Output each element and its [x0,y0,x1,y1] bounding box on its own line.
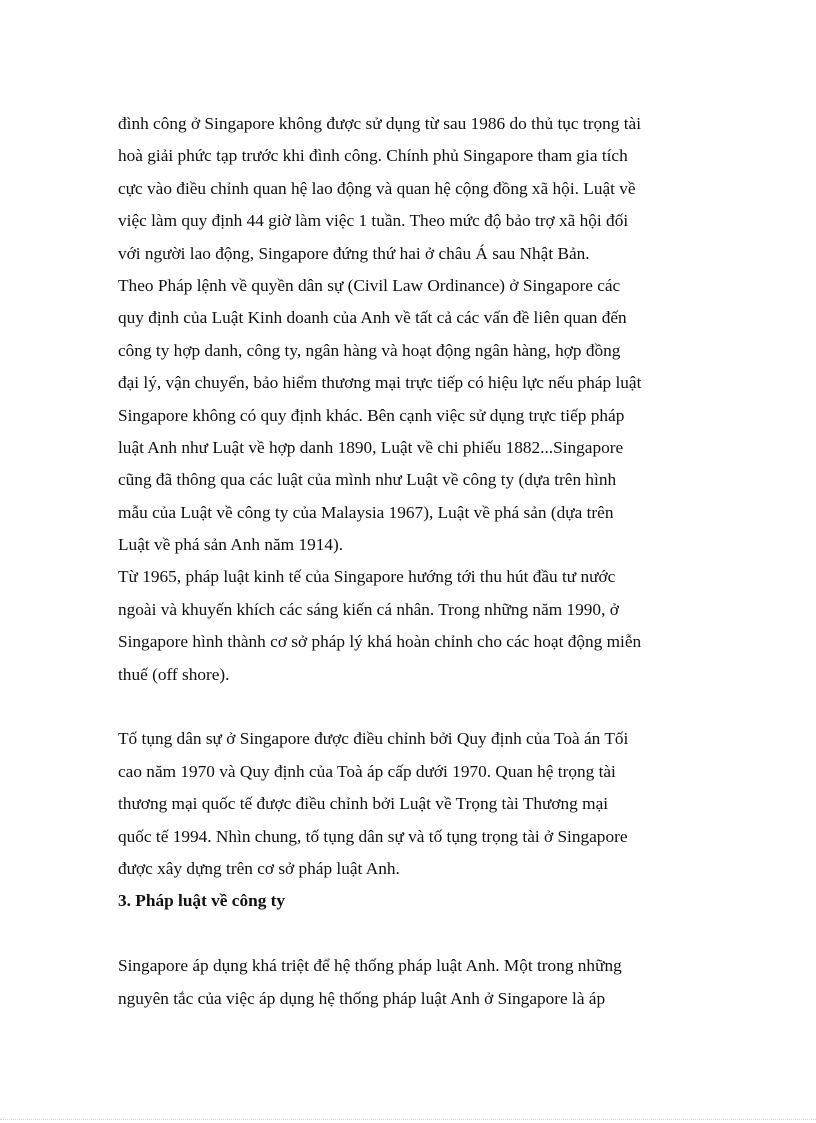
paragraph-civil-law-ordinance [118,270,718,562]
text-line: Từ 1965, pháp luật kinh tế của Singapore hướng tới thu hút đầu tư nước [118,567,616,587]
paragraph-labor-relations [118,108,718,270]
document-body [118,108,718,1015]
paragraph-company-law [118,950,718,1015]
text-line: Luật về phá sản Anh năm 1914). [118,535,344,555]
page-bottom-divider [0,1119,816,1120]
text-line: luật Anh như Luật về hợp danh 1890, Luật về chi phiếu 1882...Singapore [118,437,624,457]
text-line: với người lao động, Singapore đứng thứ hai ở châu Á sau Nhật Bản. [118,243,590,263]
blank-line [118,691,718,723]
text-line: công ty hợp danh, công ty, ngân hàng và hoạt động ngân hàng, hợp đồng [118,340,621,360]
text-line: Singapore không có quy định khác. Bên cạnh việc sử dụng trực tiếp pháp [118,405,625,425]
text-line: đình công ở Singapore không được sử dụng từ sau 1986 do thủ tục trọng tài [118,114,641,133]
text-line: quy định của Luật Kinh doanh của Anh về tất cả các vấn đề liên quan đến [118,308,627,328]
text-line: nguyên tắc của việc áp dụng hệ thống pháp luật Anh ở Singapore là áp [118,988,606,1008]
blank-line [118,918,718,950]
text-line: đại lý, vận chuyển, bảo hiểm thương mại trực tiếp có hiệu lực nếu pháp luật [118,373,642,393]
text-line: Tố tụng dân sự ở Singapore được điều chỉnh bởi Quy định của Toà án Tối [118,729,629,749]
text-line: thương mại quốc tế được điều chỉnh bởi Luật về Trọng tài Thương mại [118,794,609,814]
text-line: cũng đã thông qua các luật của mình như Luật về công ty (dựa trên hình [118,470,617,490]
text-line: Singapore hình thành cơ sở pháp lý khá hoàn chỉnh cho các hoạt động miễn [118,632,642,652]
text-line: cực vào điều chỉnh quan hệ lao động và quan hệ cộng đồng xã hội. Luật về [118,178,636,198]
paragraph-economic-law [118,561,718,691]
paragraph-civil-procedure [118,723,718,885]
text-line: được xây dựng trên cơ sở pháp luật Anh. [118,858,400,878]
text-line: thuế (off shore). [118,664,230,684]
text-line: việc làm quy định 44 giờ làm việc 1 tuần. Theo mức độ bảo trợ xã hội đối [118,211,629,231]
section-heading: 3. Pháp luật về công ty [118,891,286,911]
text-line: hoà giải phức tạp trước khi đình công. Chính phủ Singapore tham gia tích [118,146,628,166]
text-line: Theo Pháp lệnh về quyền dân sự (Civil Law Ordinance) ở Singapore các [118,275,621,295]
text-line: mẫu của Luật về công ty của Malaysia 1967), Luật về phá sản (dựa trên [118,502,614,522]
text-line: cao năm 1970 và Quy định của Toà áp cấp dưới 1970. Quan hệ trọng tài [118,761,616,781]
text-line: Singapore áp dụng khá triệt để hệ thống pháp luật Anh. Một trong những [118,956,622,976]
text-line: quốc tế 1994. Nhìn chung, tố tụng dân sự và tố tụng trọng tài ở Singapore [118,826,628,846]
text-line: ngoài và khuyến khích các sáng kiến cá nhân. Trong những năm 1990, ở [118,599,619,619]
